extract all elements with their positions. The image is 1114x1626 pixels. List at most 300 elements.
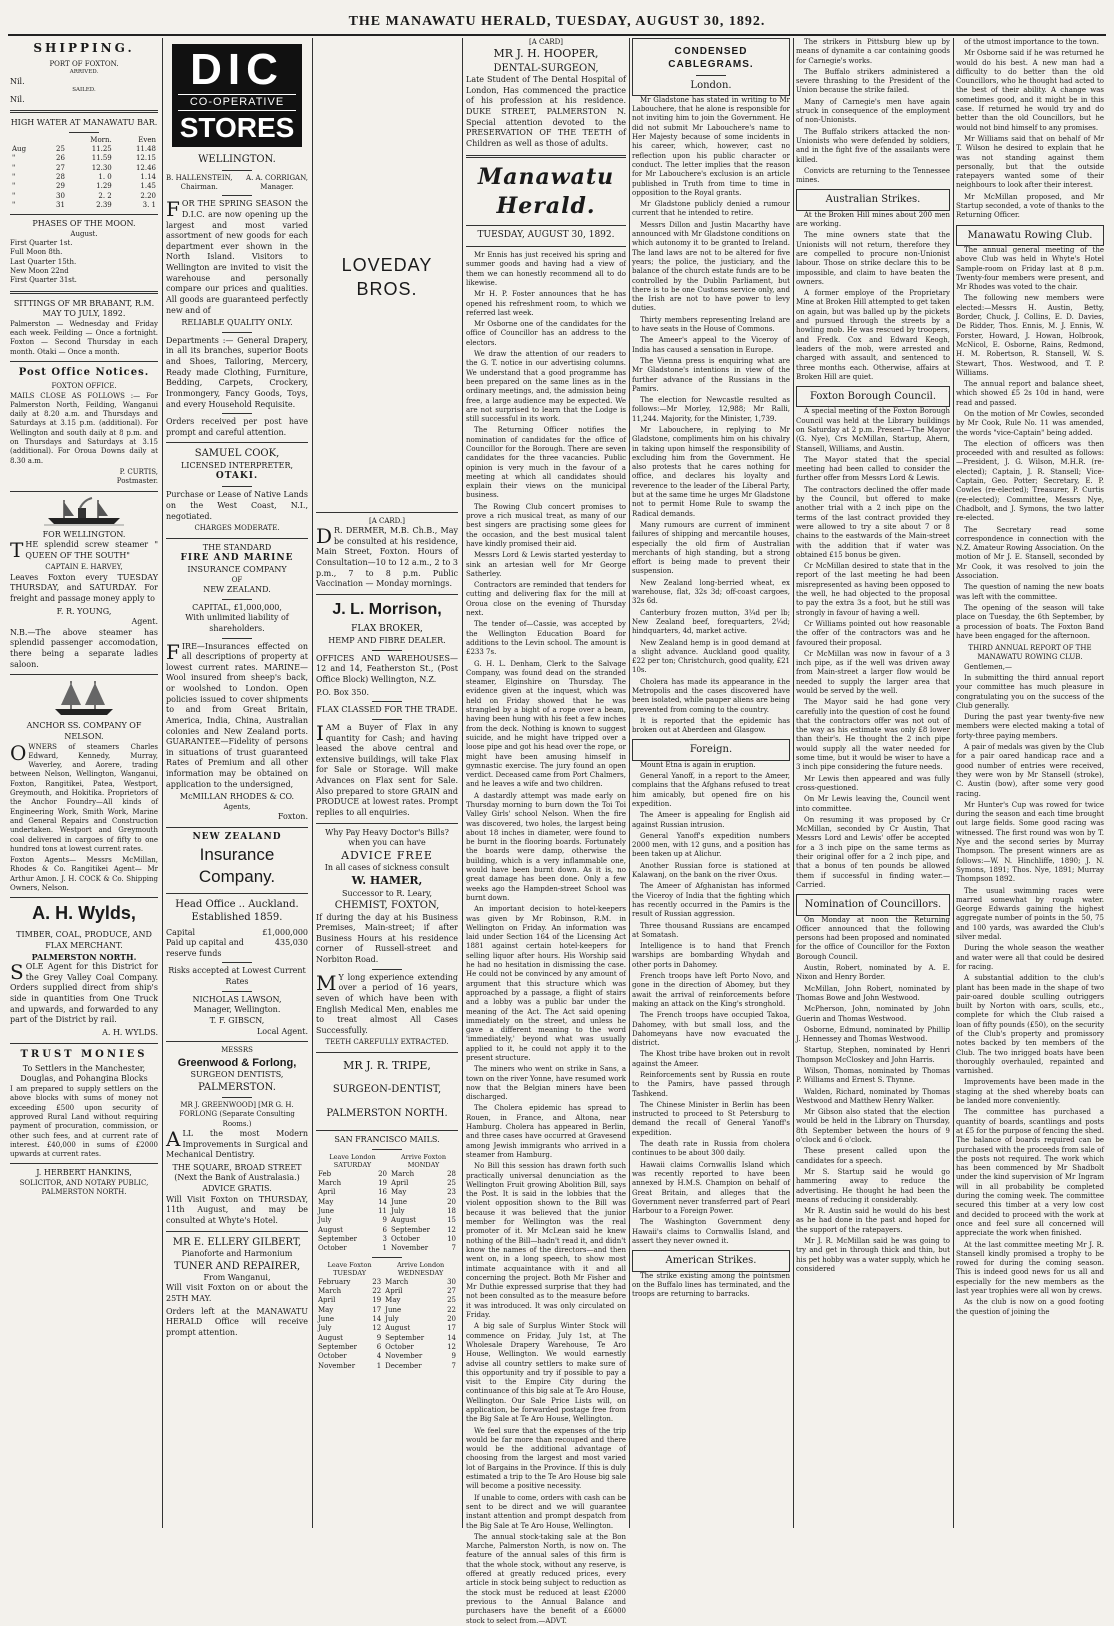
divider <box>222 413 252 414</box>
paragraph: The Returning Officer notifies the nomination of candidates for the office of Councillor for the Borough. There are seven candidates for the three vacancies. Public opinion is very much in the favour of a meeting at which all candidates should explain their views on the municipal business. <box>466 426 626 500</box>
lawson-name: NICHOLAS LAWSON, <box>192 994 282 1004</box>
paragraph: During the whole season the weather and water were all that could be desired for racing. <box>956 944 1104 971</box>
mail-cell: 9 <box>382 1216 388 1225</box>
rowing-box <box>956 225 1104 246</box>
mail-table-outward <box>316 1153 458 1254</box>
paid-row <box>166 938 308 959</box>
paragraph: New Zealand hemp is in good demand at a slight advance. Auckland good quality, £22 per ton; Christchurch, good quality, £21 10s. <box>632 638 790 675</box>
tide-table <box>10 136 158 210</box>
ellery-visit: Will visit Foxton on or about the 25TH MAY. <box>166 1283 308 1304</box>
paragraph: Gentlemen,— <box>964 662 1012 671</box>
mail-row <box>316 1287 458 1296</box>
divider <box>222 486 252 487</box>
hooper-title: DENTAL-SURGEON, <box>493 62 599 74</box>
paragraph: A substantial addition to the club's plant has been made in the shape of two pair-oared double sculling outriggers built by Norton with oars, sculls, etc., complete for which the Club raised a loan of fifty pounds (£50), on the security of the Club's property and promissory notes backed by ten members of the Club. The two inrigged boats have been thoroughly overhauled, repainted and varnished. <box>956 974 1104 1076</box>
paragraph: It is reported that the epidemic has broken out at Aberdeen and Glasgow. <box>632 716 790 735</box>
tide-cell: 11.48 <box>135 145 156 154</box>
paragraph: Mr Gladstone publicly denied a rumour current that he intended to retire. <box>632 200 790 218</box>
paragraph: Three thousand Russians are encamped at Somatash. <box>632 921 790 939</box>
mail-cell: July <box>318 1216 332 1225</box>
ellery-orders: Orders left at the MANAWATU HERALD Office will receive prompt attention. <box>166 1306 308 1337</box>
mail-cell: 17 <box>372 1305 382 1314</box>
mail-cell: 23 <box>372 1277 382 1286</box>
tide-row <box>10 154 158 163</box>
tide-cell: 12.30 <box>91 163 112 172</box>
chairman-title: Chairman. <box>180 183 218 192</box>
tide-cell: 30 <box>56 191 65 200</box>
paragraph: The death rate in Russia from cholera continues to be about 300 daily. <box>632 1140 790 1158</box>
column-2 <box>166 38 308 1528</box>
po-box: P.O. Box 350. <box>316 687 370 697</box>
tide-cell: " <box>12 154 16 163</box>
divider <box>10 897 158 898</box>
dic-logo-stores: STORES <box>179 111 295 143</box>
dic-officers <box>166 174 308 193</box>
paragraph: The tender of—Cassie, was accepted by the Wellington Education Board for additions to the Levin school. The amount is £233 7s. <box>466 620 626 657</box>
american-heading: American Strikes. <box>665 1255 757 1267</box>
paragraph: A dastardly attempt was made early on Thursday morning to burn down the Toi Toi Valley Girls' school Nelson. When the fire was discovered, two holes, the largest being about 18 inches in diameter, were found to be burnt in the flooring boards. Fortunately the boards were damp, otherwise the building, which is a very inflammable one, would have been burnt down. As it is, no great damage has been done. Only a few weeks ago the Hampden-street School was burnt down. <box>466 791 626 902</box>
paragraph: Mr Gibson also stated that the election would be held in the Library on Thursday, 8th September between the hours of 9 o'clock and 6 o'clock. <box>796 1108 950 1145</box>
mail-row <box>316 1278 458 1287</box>
arrived-value: Nil. <box>10 76 25 86</box>
sailed-value: Nil. <box>10 94 25 104</box>
paragraph: Austin, Robert, nominated by A. E. Nixon and Henry Border. <box>796 964 950 982</box>
council-paragraphs <box>796 407 950 890</box>
paragraph: The usual swimming races were marred somewhat by rough water. George Edwards gaining the highest aggregate number of points in the 50, 75 and 100 yards, was awarded the Club's silver medal. <box>956 886 1104 942</box>
council-continued-paragraphs <box>956 38 1104 221</box>
mcmillan-title: Agents, <box>223 802 251 811</box>
head-office: Head Office .. Auckland. Established 1859. <box>175 899 299 924</box>
tide-cell: " <box>12 163 16 172</box>
chairman-name: B. HALLENSTEIN, <box>166 173 233 182</box>
divider <box>372 701 402 702</box>
dentists-label: SURGEON DENTISTS, <box>190 1070 284 1080</box>
mail-row <box>316 1362 458 1371</box>
paragraph: Mr McMillan proposed, and Mr Startup seconded, a vote of thanks to the Returning Officer. <box>956 192 1104 220</box>
foreign-box <box>632 739 790 760</box>
dermer-card: [A CARD.] <box>368 516 405 525</box>
tide-cell: 1.14 <box>140 172 156 181</box>
paragraph: The election of officers was then proceeded with and resulted as follows:—President, J. G. Wilson, M.H.R. (re-elected); Captain, J. R. Stansell; Vice-Captain, Geo. Potter; Secretary, E. P. Cowles (re-elected); Treasurer, P. Curtis (re-elected); Committee, Messrs Nye, Chadbolt, and J. Symons, the two latter re-elected. <box>956 439 1104 523</box>
paragraph: A big sale of Surplus Winter Stock will commence on Friday, July 1st, at The Wholesale Drapery Warehouse, Te Aro House, Wellington. We would earnestly advise all country settlers to make sure of this opportunity and try if possible to pay a visit to the Empire City during the continuance of this big sale at Te Aro House, Wellington. Our Sale Price Lists will, on application, be forwarded postage free from the Big Sale at Te Aro House, Wellington. <box>466 1322 626 1424</box>
paragraph: The Washington Government deny Hawaii's claims to Cornwallis Island, and assert they never owned it. <box>632 1218 790 1246</box>
tide-header-row <box>10 136 158 145</box>
divider <box>222 1097 252 1098</box>
tide-header-cell <box>10 136 43 145</box>
paragraph: Mr H. P. Foster announces that he has opened his refreshment room, to which we referred last week. <box>466 290 626 317</box>
tide-cell: 1. 0 <box>98 172 112 181</box>
rowing-paragraphs <box>956 246 1104 641</box>
post-office-sub: FOXTON OFFICE. <box>51 382 117 391</box>
column-5 <box>632 38 790 1528</box>
column-divider <box>629 38 630 1528</box>
ellery-sub: Pianoforte and Harmonium <box>181 1248 293 1258</box>
mail-head-right-2: Arrive London WEDNESDAY <box>396 1260 445 1278</box>
dic-city: WELLINGTON. <box>198 154 276 166</box>
anchor-heading: ANCHOR SS. COMPANY OF NELSON. <box>26 721 142 741</box>
greenwood-sub: MR J. GREENWOOD] [MR G. H. FORLONG (Separate Consulting Rooms.) <box>179 1101 295 1128</box>
mail-row <box>316 1198 458 1207</box>
paragraph: New Zealand long-berried wheat, ex warehouse, flat, 32s 3d; off-coast cargoes, 32s 6d. <box>632 578 790 606</box>
offices-text: OFFICES AND WAREHOUSES— 12 and 14, Featherston St., (Post Office Block) Wellington, N.Z. <box>316 653 458 685</box>
column-divider <box>953 38 954 1528</box>
mail-cell: 20 <box>378 1169 388 1178</box>
cablegrams-heading: CONDENSED CABLEGRAMS. <box>668 46 754 71</box>
mail-row <box>316 1188 458 1197</box>
mail-cell: 22 <box>447 1305 456 1314</box>
mail-row <box>316 1343 458 1352</box>
paragraph: Cr Williams pointed out how reasonable the offer of the contractors was and he favoured their proposal. <box>796 619 950 647</box>
column-1 <box>10 38 158 1528</box>
herald-nameplate: Manawatu Herald. <box>477 163 615 219</box>
lawson-title: Manager, Wellington. <box>193 1005 281 1015</box>
paragraph: Another Russian force is stationed at Kalawanj, on the bank on the river Oxus. <box>632 861 790 880</box>
moon-month: August. <box>70 229 98 238</box>
tide-row <box>10 192 158 201</box>
tide-cell: 28 <box>56 172 65 181</box>
mail-cell: 12 <box>372 1324 382 1333</box>
tide-cell: 11.59 <box>91 154 112 163</box>
mail-cell: October <box>385 1342 414 1351</box>
mail-cell: September <box>318 1342 357 1351</box>
hankins-title: SOLICITOR, AND NOTARY PUBLIC, <box>19 1179 149 1188</box>
mcmillan-name: McMILLAN RHODES & CO. <box>179 792 295 802</box>
paragraph: During the past year twenty-five new members were elected making a total of forty-three paying members. <box>956 713 1104 740</box>
paragraph: The opening of the season will take place on Tuesday, the 6th September, by a procession of boats. The Foxton Band have been engaged for the afternoon. <box>956 603 1104 640</box>
tide-cell: 2.20 <box>140 191 156 200</box>
tide-header-cell: Morn. <box>90 135 112 144</box>
mail-row <box>316 1207 458 1216</box>
paragraph: Cr McMillan was now in favour of a 3 inch pipe, as if the well was driven away from Main-street a larger flow would be needed to supply the larger area that would be served by the well. <box>796 649 950 695</box>
capital-row-label: Capital <box>166 927 196 937</box>
new-zealand-label: NEW ZEALAND. <box>203 585 271 595</box>
divider <box>166 827 308 828</box>
hankins-town: PALMERSTON NORTH. <box>41 1188 127 1197</box>
mail-cell: 15 <box>447 1216 456 1225</box>
moon-phase: New Moon 22nd <box>10 266 69 275</box>
teeth-extracted: TEETH CAREFULLY EXTRACTED. <box>325 1038 449 1047</box>
paragraph: McMillan, John Robert, nominated by Thomas Bowe and John Westwood. <box>796 984 950 1002</box>
paragraph: A pair of medals was given by the Club for a pair oared handicap race and a good number of entries were received, they were won by Mr Stansell (stroke), C. Austin (bow), after some very good racing. <box>956 743 1104 798</box>
divider <box>10 1163 158 1164</box>
masthead: THE MANAWATU HERALD, TUESDAY, AUGUST 30, 1892. <box>348 14 766 29</box>
paragraph: The annual report and balance sheet, which showed £5 2s 10d in hand, were read and passed. <box>956 380 1104 407</box>
post-office-text: MAILS CLOSE AS FOLLOWS :— For Palmerston North, Feilding, Wanganui daily at 8.20 a.m. and Thursdays and Saturdays at 3.15 p.m. (additional). For Wellington and south daily at 8 p.m. and on Thursdays and Saturdays at 3.15 (additional). For Oroua Downs daily at 8.30 a.m. <box>10 391 158 465</box>
greenwood-heading: Greenwood & Forlong, <box>177 1056 297 1069</box>
tide-cell: " <box>12 191 16 200</box>
tide-row <box>10 173 158 182</box>
mail-cell: 14 <box>372 1315 382 1324</box>
wellington-heading: FOR WELLINGTON. <box>42 529 126 539</box>
greenwood-text: ALL the most Modern Improvements in Surgical and Mechanical Dentistry. <box>166 1126 308 1160</box>
top-rule <box>8 34 1106 36</box>
paragraph: The Ameer of Afghanistan has informed the Viceroy of India that the fighting which has recently occurred in the Pamirs is the result of Russian aggression. <box>632 882 790 919</box>
paragraph: On Monday at noon the Returning Officer announced that the following persons had been proposed and nominated for the office of Councillor for the Foxton Borough Council. <box>796 915 950 961</box>
moon-phases-list <box>10 239 158 285</box>
shipping-heading: SHIPPING. <box>33 41 135 55</box>
mail-row <box>316 1324 458 1333</box>
moon-phase: Full Moon 8th. <box>10 248 63 257</box>
tide-row <box>10 164 158 173</box>
london-paragraphs <box>632 96 790 736</box>
mail-cell: 9 <box>376 1333 382 1342</box>
foreign-heading: Foreign. <box>689 744 733 756</box>
divider <box>316 1130 458 1131</box>
tide-cell: 11.25 <box>91 145 112 154</box>
anchor-ship-illustration <box>10 679 158 719</box>
mail-cell: 7 <box>451 1244 456 1253</box>
paragraph: Mr Lewis then appeared and was fully cross-questioned. <box>796 774 950 792</box>
paragraph: Mr Osborne one of the candidates for the office of Councillor has an address to the electors. <box>466 320 626 347</box>
paragraph: We draw the attention of our readers to the G. T. notice in our advertising columns. We understand that a good programme has been prepared on the same lines as in the ordinary meetings, and, the admission being free, a large audience may be expected. We are not surprised to learn that the Lodge is still successful in its work. <box>466 350 626 424</box>
paragraph: Mr S. Startup said he would go hammering away to reduce the advertising. He thought he had been the means of reducing it considerably. <box>796 1167 950 1204</box>
cook-town: OTAKI. <box>215 471 259 482</box>
trust-heading: TRUST MONIES <box>20 1048 148 1060</box>
australian-heading: Australian Strikes. <box>825 194 921 206</box>
mail-row <box>316 1226 458 1235</box>
wylds-text: SOLE Agent for this District for the Grey Valley Coal Company. Orders supplied direct from ship's side in quantities from One Truck and upwards, and forwarded to any part of the District by rail. <box>10 960 158 1025</box>
port-heading: PORT OF FOXTON. <box>49 59 119 68</box>
american-box <box>632 1250 790 1271</box>
paragraph: On resuming it was proposed by Cr McMillan, seconded by Cr Austin, That Messrs Lord and Lewis' offer be accepted for a 3 inch pipe on the same terms as their original offer for a 2 inch pipe, and that a bonus of ten pounds be allowed them if successful in finding water.—Carried. <box>796 815 950 889</box>
paragraph: French troops have left Porto Novo, and gone in the direction of Abomey, but they await the arrival of reinforcements before making an attack on the King's stronghold. <box>632 972 790 1008</box>
mail-cell: April <box>318 1188 336 1197</box>
dermer-text: DR. DERMER, M.B. Ch.B., May be consulted at his residence, Main Street, Foxton. Hours of Consultation—10 to 12 a.m., 2 to 3 p.m., 7 to 8 p.m. Public Vaccination — Monday mornings. <box>316 524 458 589</box>
news-paragraphs <box>466 251 626 1626</box>
paragraph: Startup, Stephen, nominated by Henri Thompson McCloskey and John Harris. <box>796 1046 950 1064</box>
mail-cell: June <box>318 1207 334 1216</box>
mail-row <box>316 1352 458 1361</box>
steamer-text: THE splendid screw steamer " QUEEN OF THE SOUTH" <box>10 538 158 563</box>
mail-row <box>316 1216 458 1225</box>
mail-table-inward <box>316 1261 458 1371</box>
anchor-text: OWNERS of steamers Charles Edward, Kennedy, Murray, Waverley, and Aorere, trading between Nelson, Wellington, Wanganui, Foxton, Rangitikei, Patea, Westport, Greymouth, and Hokitika. Proprietors of the Anchor Foundry—All kinds of Engineering Work, Smith Work, Marine and General Repairs and Construction undertaken. Westport and Greymouth coal delivered in cargoes of fifty to one hundred tons at lowest current rates. <box>10 740 158 853</box>
mail-cell: 12 <box>447 1225 456 1234</box>
paid-row-label: Paid up capital and reserve funds <box>166 938 244 958</box>
fire-marine-heading: FIRE AND MARINE <box>180 553 294 564</box>
mail-head-right: Arrive Foxton MONDAY <box>400 1152 447 1170</box>
tide-row <box>10 145 158 154</box>
column-4 <box>466 38 626 1625</box>
hamer-name: W. HAMER, <box>351 874 423 888</box>
flax-classed: FLAX CLASSED FOR THE TRADE. <box>316 705 458 715</box>
mail-cell: 1 <box>376 1361 382 1370</box>
divider <box>166 1041 308 1042</box>
tide-cell: " <box>12 182 16 191</box>
post-office-heading: Post Office Notices. <box>18 366 150 378</box>
reliable-quality: RELIABLE QUALITY ONLY. <box>181 318 293 328</box>
paragraph: Mr Gladstone has stated in writing to Mr Labouchere, that he alone is responsible for not inviting him to join the Government. He did not submit Mr Labouchere's name to Her Majesty because of some incidents in his career, which, however, cast no reflection upon his public character or conduct. The letter implies that the reason for Mr Labouchere's exclusion is an article published in Truth from time to time in opposition to the Royal grants. <box>632 95 790 197</box>
divider <box>69 132 99 133</box>
hooper-name: MR J. H. HOOPER, <box>493 47 599 61</box>
divider <box>372 1149 402 1150</box>
postmaster-title: Postmaster. <box>116 477 158 486</box>
ellery-from: From Wanganui, <box>203 1272 271 1282</box>
nz-insurance-top: NEW ZEALAND <box>192 831 282 842</box>
mail-cell: April <box>318 1296 336 1305</box>
paragraph: Mr Labouchere, in replying to Mr Gladstone, compliments him on his chivalry in taking upon himself the responsibility of excluding him from the Government. He also protests that he cares nothing for office, and declares his loyalty and reverence to the leader of the Liberal Party, but at the same time he urges Mr Gladstone not to permit Home Rule to swamp the Radical demands. <box>632 425 790 518</box>
mail-cell: March <box>385 1277 409 1286</box>
tripe-heading: MR J. R. TRIPE, <box>343 1058 431 1072</box>
visit-text: Will Visit Foxton on THURSDAY, 11th August, and may be consulted at Whyte's Hotel. <box>166 1194 308 1225</box>
flax-text: IAM a Buyer of Flax in any quantity for Cash; and having leased the above central and extensive buildings, will take Flax for Sale or Storage. Will make Advances on Flax sent for Sale. Also prepared to store GRAIN and PRODUCE at lowest rates. Prompt replies to all enquiries. <box>316 720 458 817</box>
insurance-company: INSURANCE COMPANY <box>187 565 287 575</box>
mail-cell: 30 <box>447 1277 456 1286</box>
chemist-heading: CHEMIST, FOXTON, <box>334 900 440 912</box>
sailed-label: SAILED. <box>72 87 96 94</box>
risks-text: Risks accepted at Lowest Current Rates <box>168 966 306 987</box>
paragraph: The contractors declined the offer made by the Council, but offered to make another trial with a 2 inch pipe on the terms of the last contract provided they were allowed to try a site about 7 or 8 chains to the eastwards of the Main-street with the addition that if water was obtained £15 bonus be given. <box>796 485 950 559</box>
manager-title: Manager. <box>260 183 294 192</box>
paragraph: Wilson, Thomas, nominated by Thomas P. Williams and Ernest S. Thynne. <box>796 1066 950 1085</box>
divider <box>10 361 158 362</box>
australian-box <box>796 189 950 210</box>
paragraph: The Mayor stated that the special meeting had been called to consider the further offer from Messrs Lord & Lewis. <box>796 455 950 483</box>
arrived-label: ARRIVED. <box>69 69 99 76</box>
mail-cell: 17 <box>447 1324 456 1333</box>
wylds-sign: A. H. WYLDS. <box>102 1027 158 1037</box>
gibscn-name: T. F. GIBSCN, <box>209 1015 265 1025</box>
mail-cell: 14 <box>447 1333 456 1342</box>
hemp-dealer: HEMP AND FIBRE DEALER. <box>328 636 446 646</box>
postmaster-name: P. CURTIS, <box>119 467 158 476</box>
mail-cell: July <box>391 1207 405 1216</box>
mail-cell: 22 <box>372 1287 382 1296</box>
wylds-trade: TIMBER, COAL, PRODUCE, AND FLAX MERCHANT. <box>16 930 152 950</box>
column-3 <box>316 38 458 1528</box>
column-divider <box>162 38 163 1528</box>
mail-cell: November <box>318 1361 356 1370</box>
divider <box>222 170 252 171</box>
column-6 <box>796 38 950 1528</box>
column-divider <box>793 38 794 1528</box>
mail-row <box>316 1315 458 1324</box>
nz-insurance-heading: Insurance Company. <box>198 844 276 887</box>
divider <box>372 1257 402 1258</box>
divider <box>10 110 158 113</box>
paragraph: General Yanoff, in a report to the Ameer, complains that the Afghans refused to treat him amicably, but opened fire on his expedition. <box>632 772 790 808</box>
divider <box>372 719 402 720</box>
tide-cell: " <box>12 200 16 209</box>
mail-cell: February <box>318 1277 351 1286</box>
paragraph: The Ameer's appeal to the Viceroy of India has caused a sensation in Europe. <box>632 336 790 354</box>
mail-cell: 25 <box>447 1296 456 1305</box>
departments-text: Departments :— General Drapery, in all its branches, superior Boots and Shoes, Tailoring, Mercery, Ready made Clothing, Furniture, Bedding, Carpets, Crockery, Ironmongery, Fancy Goods, Toys, and every Household Requisite. <box>166 335 308 409</box>
gibscn-title: Local Agent. <box>256 1026 308 1036</box>
divider <box>222 962 252 963</box>
paragraph: Mr Williams said that on behalf of Mr T. Wilson he desired to explain that he was not standing against them personally, but that the outside ratepayers wanted some of their neighbours to look after their interest. <box>956 134 1104 190</box>
paragraph: Cholera has made its appearance in the Metropolis and the cases discovered have been isolated, while pauper aliens are being prevented from coming to the country. <box>632 677 790 714</box>
paragraph: Mr Osborne said if he was returned he would do his best. A new man had a difficulty to do better than the old Councillors, who he thought had acted to the best of their ability. A change was sometimes good, and it might be in this case. If returned he would try and do better than the old Councillors, but he would not bind himself to any promises. <box>956 49 1104 132</box>
square-address: THE SQUARE, BROAD STREET (Next the Bank of Australasia.) <box>172 1162 302 1183</box>
paragraph: The Rowing Club concert promises to prove a rich musical treat, as many of our best singers are practising some glees for the occasion, and the best musical talent have kindly promised their aid. <box>466 502 626 548</box>
divider <box>222 991 252 992</box>
australian-paragraphs <box>796 211 950 382</box>
hamer-text: If during the day at his Business Premises, Main-street; if after Business Hours at his residence corner of Russell-street and Norbiton Road. <box>316 912 458 965</box>
mail-cell: 16 <box>378 1188 388 1197</box>
paragraph: of the utmost importance to the town. <box>964 38 1099 46</box>
experience-text: MY long experience extending over a period of 16 years, seven of which have been with English Medical Men, enables me to treat almost All Cases Successfully. <box>316 970 458 1035</box>
dic-logo <box>172 44 302 147</box>
leaves-text: Leaves Foxton every TUESDAY THURSDAY, and SATURDAY. For freight and passage money apply to <box>10 572 158 603</box>
tide-cell: 31 <box>56 200 65 209</box>
mail-cell: 27 <box>447 1287 456 1296</box>
tide-cell: 1.29 <box>96 182 112 191</box>
trust-text: I am prepared to supply settlers on the above blocks with sums of money not exceeding £500 upon security of approved Rural Land without requiring payment of procuration, commission, or other such fees, and at current rate of interest. £40,000 in sums of £2000 upwards at current rates. <box>10 1085 158 1159</box>
trust-sub: To Settlers in the Manchester, Douglas, and Pohangina Blocks <box>20 1063 148 1084</box>
paragraph: On Mr Lewis leaving the, Council went into committee. <box>796 795 950 813</box>
mail-cell: September <box>318 1234 357 1243</box>
mail-cell: October <box>318 1352 347 1361</box>
mail-cell: June <box>318 1315 334 1324</box>
paragraph: Mount Etna is again in eruption. <box>640 760 756 769</box>
doctor-question: Why Pay Heavy Doctor's Bills? when you can have <box>325 827 449 848</box>
divider <box>466 155 626 158</box>
of-label: OF <box>231 575 243 584</box>
divider <box>222 638 252 639</box>
paragraph: On the motion of Mr Cowles, seconded by Mr Cook, Rule No. 11 was amended, the words "vice-Captain" being added. <box>956 409 1104 437</box>
tide-cell: 12.46 <box>135 163 156 172</box>
morrison-heading: J. L. Morrison, <box>332 600 442 618</box>
divider <box>10 1043 158 1044</box>
tide-cell: 29 <box>56 182 65 191</box>
mail-cell: October <box>318 1244 347 1253</box>
ellery-heading: MR E. ELLERY GILBERT, <box>172 1236 302 1248</box>
divider <box>166 1231 308 1232</box>
orders-text: Orders received per post have prompt and careful attention. <box>166 417 308 437</box>
paragraph: A former employe of the Proprietary Mine at Broken Hill attempted to get taken on again, but was balled up by the pickets and pursued through the streets by a howling mob. He was rescued by troopers, and Fredk. Cox and Edward Keogh, leaders of the mob, were arrested and charged with assault, and sentenced to three months each. Otherwise, affairs at Broken Hill are quiet. <box>796 289 950 381</box>
advice-free: ADVICE FREE <box>341 848 433 862</box>
sittings-text: Palmerston — Wednesday and Friday each week. Feilding — Once a fortnight. Foxton — Second Thursday in each month. Otaki — Once a month. <box>10 319 158 356</box>
paragraph: We feel sure that the expenses of the trip would be far more than recouped and there would be the additional advantage of choosing from the largest and most varied lot of Bargains in the Province. If this is duly estimated a trip to the Te Aro House big sale will become a positive necessity. <box>466 1426 626 1491</box>
manager-name: A. A. CORRIGAN, <box>246 173 308 182</box>
wylds-town: PALMERSTON NORTH. <box>31 951 137 962</box>
paragraph: If unable to come, orders with cash can be sent to be direct and we will guarantee instant attention and prompt despatch from the Big Sale at Te Aro House, Wellington. <box>466 1493 626 1530</box>
messrs-label: MESSRS <box>221 1046 253 1055</box>
capital-row-value: £1,000,000 <box>262 927 308 937</box>
hamer-sub: Successor to R. Leary, <box>341 888 433 898</box>
divider <box>166 442 308 443</box>
tide-cell: 26 <box>56 154 65 163</box>
mail-cell: August <box>391 1216 416 1225</box>
divider <box>222 599 252 600</box>
mail-cell: 4 <box>376 1352 382 1361</box>
paragraph: The election for Newcastle resulted as follows:—Mr Morley, 12,988; Mr Ralli, 11,244. Majority, for the Minister, 1,739. <box>632 396 790 423</box>
advice-gratis: ADVICE GRATIS. <box>202 1184 272 1194</box>
mail-cell: 20 <box>447 1197 456 1206</box>
paragraph: Hawaii claims Cornwallis Island which was recently reported to have been annexed by H.M.S. Champion on behalf of Great Britain, and alleges that the Government never transferred part of Pearl Harbour to a Foreign Power. <box>632 1160 790 1216</box>
mail-cell: 3 <box>382 1234 388 1243</box>
mail-cell: June <box>385 1305 402 1314</box>
mail-cell: 7 <box>451 1361 456 1370</box>
paragraph: Thirty members representing Ireland are to have seats in the House of Commons. <box>632 315 790 334</box>
loveday-heading: LOVEDAY BROS. <box>341 255 433 299</box>
mail-cell: 6 <box>382 1225 388 1234</box>
paragraph: Mr J. R. McMillan said he was going to try and get in through thick and thin, but his pet hobby was a water supply, which he considered <box>796 1237 950 1273</box>
divider <box>372 650 402 651</box>
mail-cell: 25 <box>447 1179 456 1188</box>
divider <box>316 512 458 513</box>
american-text: The strike existing among the pointsmen on the Buffalo lines has terminated, and the troops are returning to barracks. <box>632 1271 790 1299</box>
moon-phase: First Quarter 1st. <box>10 239 73 248</box>
mail-cell: 12 <box>447 1342 456 1351</box>
paragraph: The committee has purchased a quantity of boards, scantlings and posts at £5 for the purpose of fencing the shed. The balance of boards required can be purchased with the proceeds from sale of the posts not required. The work which has been commenced by Mr Shadbolt under the kind supervision of Mr Ingram will in all probability be completed during the coming week. The committee secured this timber at a very low cost and decided to proceed with the work at once and feel sure all concerned will appreciate the work when finished. <box>956 1108 1104 1238</box>
tide-cell: 27 <box>56 163 65 172</box>
paragraph: The mine owners state that the Unionists will not return, therefore they are compelled to procure non-Unionist labour. Those on strike declare this to be impossible, and claim to have beaten the owners. <box>796 231 950 286</box>
tide-cell: 1.45 <box>140 182 156 191</box>
agent-name: F. R. YOUNG, <box>56 606 112 616</box>
paragraph: Walden, Richard, nominated by Thomas Westwood and Matthew Henry Walker. <box>796 1087 950 1105</box>
